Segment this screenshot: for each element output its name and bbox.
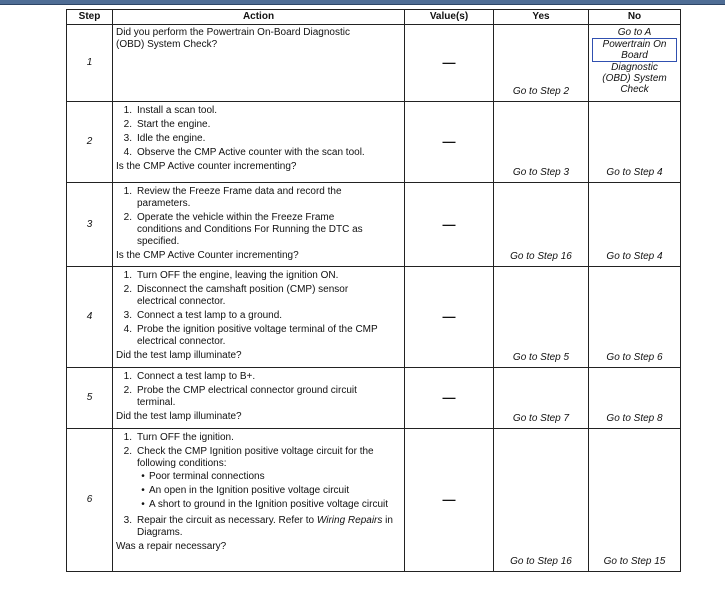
action-step-text: Repair the circuit as necessary. Refer to xyxy=(137,515,315,526)
action-cell xyxy=(113,429,405,572)
yes-link[interactable]: Go to Step 7 xyxy=(494,368,589,429)
action-step: 3. Connect a test lamp to a ground. xyxy=(123,310,283,321)
action-cell xyxy=(113,368,405,429)
action-step: 3. Idle the engine. xyxy=(123,133,206,144)
action-step: 3. Repair the circuit as necessary. Refer to Wiring Repairs in Diagrams. xyxy=(123,515,393,538)
value-dash: — xyxy=(405,368,494,429)
value-dash: — xyxy=(405,102,494,183)
value-dash: — xyxy=(405,429,494,572)
no-link[interactable]: Go to Step 8 xyxy=(589,368,681,429)
yes-link[interactable]: Go to Step 16 xyxy=(494,183,589,267)
no-suffix: Diagnostic (OBD) System Check xyxy=(602,62,667,95)
action-step-text: Diagrams. xyxy=(137,527,183,538)
step-number: 3 xyxy=(67,183,113,267)
step-number: 5 xyxy=(67,368,113,429)
action-step: 2. Check the CMP Ignition positive voltage circuit for the following conditions: • Poor terminal connections • An open in the Ignition positive voltage circuit • A short to ground in the Ignition positive voltage circuit xyxy=(116,446,401,513)
no-link[interactable]: Go to Step 4 xyxy=(589,102,681,183)
header-step: Step xyxy=(67,10,113,25)
no-link[interactable]: Go to Step 6 xyxy=(589,267,681,368)
yes-link[interactable]: Go to Step 5 xyxy=(494,267,589,368)
action-steps xyxy=(116,432,401,539)
header-values: Value(s) xyxy=(405,10,494,25)
action-step: 2. Probe the CMP electrical connector ground circuit terminal. xyxy=(123,385,357,408)
no-link[interactable]: Go to Step 15 xyxy=(589,429,681,572)
action-step: 1. Connect a test lamp to B+. xyxy=(123,371,256,382)
action-step: 1. Install a scan tool. xyxy=(123,105,218,116)
action-step: 2. Start the engine. xyxy=(123,119,211,130)
header-yes: Yes xyxy=(494,10,589,25)
no-cell xyxy=(589,25,681,102)
yes-link[interactable]: Go to Step 2 xyxy=(494,25,589,102)
wiring-repairs-link[interactable]: Wiring Repairs xyxy=(316,515,383,526)
action-steps xyxy=(116,270,401,348)
table-row xyxy=(67,429,681,572)
window-top-bar xyxy=(0,0,725,5)
action-cell xyxy=(113,183,405,267)
action-step-text: Check the CMP Ignition positive voltage circuit for the following conditions: xyxy=(137,446,374,469)
condition-list xyxy=(137,471,401,511)
condition-item: • Poor terminal connections xyxy=(141,471,265,482)
table-row xyxy=(67,267,681,368)
action-question: Did the test lamp illuminate? xyxy=(116,411,242,422)
powertrain-obd-link[interactable] xyxy=(592,38,677,62)
action-step: 1. Review the Freeze Frame data and record the parameters. xyxy=(123,186,342,209)
action-step: 2. Operate the vehicle within the Freeze Frame conditions and Conditions For Running the DTC as specified. xyxy=(123,212,363,247)
header-no: No xyxy=(589,10,681,25)
header-row xyxy=(67,10,681,25)
action-steps xyxy=(116,105,401,159)
step-number: 1 xyxy=(67,25,113,102)
table-row xyxy=(67,25,681,102)
table-row xyxy=(67,102,681,183)
action-step: 1. Turn OFF the ignition. xyxy=(123,432,234,443)
diagnostic-table xyxy=(66,9,681,572)
yes-link[interactable]: Go to Step 3 xyxy=(494,102,589,183)
action-step: 4. Observe the CMP Active counter with the scan tool. xyxy=(123,147,365,158)
step-number: 2 xyxy=(67,102,113,183)
action-question: Did the test lamp illuminate? xyxy=(116,350,242,361)
step-number: 6 xyxy=(67,429,113,572)
no-link[interactable]: Go to Step 4 xyxy=(589,183,681,267)
action-steps xyxy=(116,371,401,409)
action-steps xyxy=(116,186,401,248)
value-dash: — xyxy=(405,183,494,267)
yes-link[interactable]: Go to Step 16 xyxy=(494,429,589,572)
condition-item: • An open in the Ignition positive voltage circuit xyxy=(141,485,350,496)
action-step-text: in xyxy=(385,515,393,526)
value-dash: — xyxy=(405,267,494,368)
action-question: Is the CMP Active Counter incrementing? xyxy=(116,250,299,261)
action-question: Did you perform the Powertrain On-Board Diagnostic (OBD) System Check? xyxy=(116,27,350,50)
action-question: Was a repair necessary? xyxy=(116,541,227,552)
action-step: 4. Probe the ignition positive voltage terminal of the CMP electrical connector. xyxy=(123,324,378,347)
value-dash: — xyxy=(405,25,494,102)
condition-item: • A short to ground in the Ignition positive voltage circuit xyxy=(141,499,389,510)
step-number: 4 xyxy=(67,267,113,368)
powertrain-obd-link-text: Powertrain On Board xyxy=(602,39,667,61)
header-action: Action xyxy=(113,10,405,25)
no-prefix: Go to A xyxy=(617,27,652,38)
action-cell xyxy=(113,25,405,102)
table-row xyxy=(67,183,681,267)
action-step: 2. Disconnect the camshaft position (CMP) sensor electrical connector. xyxy=(123,284,349,307)
action-cell xyxy=(113,267,405,368)
action-step: 1. Turn OFF the engine, leaving the ignition ON. xyxy=(123,270,339,281)
table-row xyxy=(67,368,681,429)
action-question: Is the CMP Active counter incrementing? xyxy=(116,161,297,172)
action-cell xyxy=(113,102,405,183)
